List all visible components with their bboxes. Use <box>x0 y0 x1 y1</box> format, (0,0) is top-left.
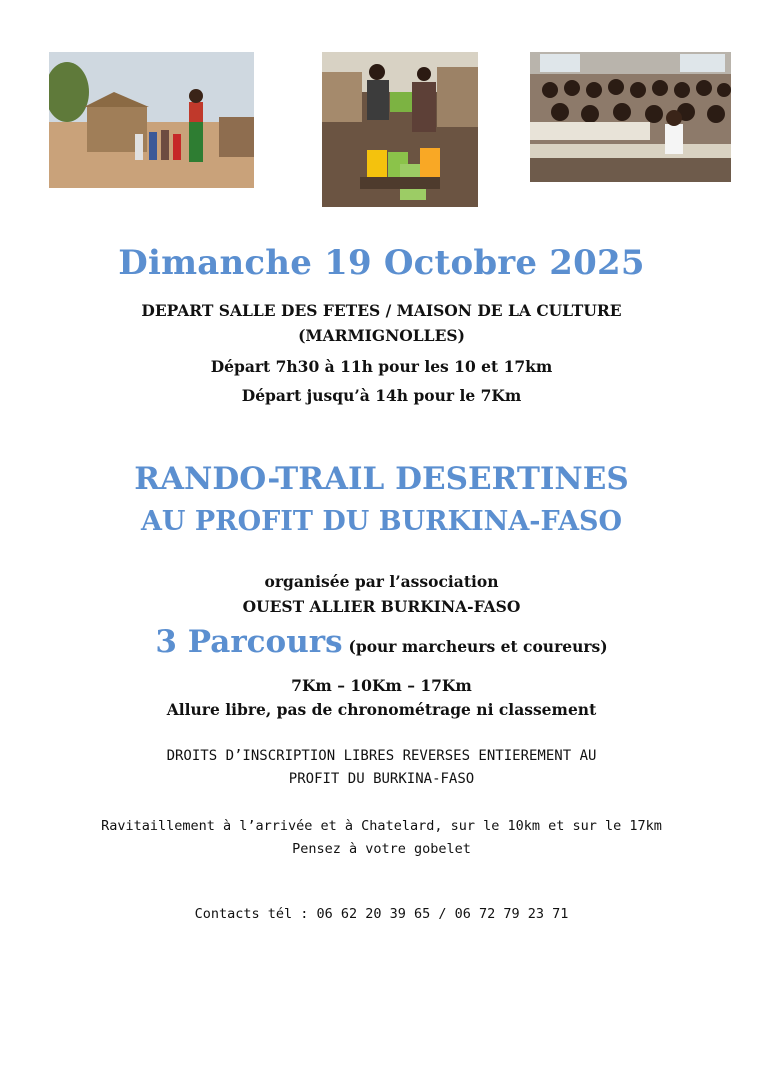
courses-note: Allure libre, pas de chronométrage ni classement <box>166 700 597 719</box>
courses-title: 3 Parcours <box>155 624 343 660</box>
departure-place-line2: (MARMIGNOLLES) <box>298 326 465 345</box>
headline-title: RANDO-TRAIL DESERTINES <box>134 461 629 497</box>
event-date: Dimanche 19 Octobre 2025 <box>118 243 645 283</box>
registration-line2: PROFIT DU BURKINA-FASO <box>288 771 475 787</box>
departure-time-2: Départ jusqu’à 14h pour le 7Km <box>241 386 522 405</box>
contact-phones: Contacts tél : 06 62 20 39 65 / 06 72 79 23 71 <box>194 906 569 922</box>
courses-subtitle: (pour marcheurs et coureurs) <box>348 637 608 656</box>
organizer-intro: organisée par l’association <box>264 572 499 591</box>
photo-water-jerrycans <box>322 52 478 207</box>
photo-village-woman-children <box>49 52 254 188</box>
departure-time-1: Départ 7h30 à 11h pour les 10 et 17km <box>210 357 553 376</box>
supply-line2: Pensez à votre gobelet <box>292 841 471 857</box>
courses-distances: 7Km – 10Km – 17Km <box>291 676 472 695</box>
departure-place-line1: DEPART SALLE DES FETES / MAISON DE LA CULTURE <box>141 301 622 320</box>
photo-classroom <box>530 52 731 182</box>
supply-line1: Ravitaillement à l’arrivée et à Chatelard, sur le 10km et sur le 17km <box>101 818 662 834</box>
registration-line1: DROITS D’INSCRIPTION LIBRES REVERSES ENTIEREMENT AU <box>166 748 597 764</box>
courses-heading <box>0 624 763 660</box>
headline-subtitle: AU PROFIT DU BURKINA-FASO <box>140 506 623 537</box>
organizer-name: OUEST ALLIER BURKINA-FASO <box>242 597 521 616</box>
